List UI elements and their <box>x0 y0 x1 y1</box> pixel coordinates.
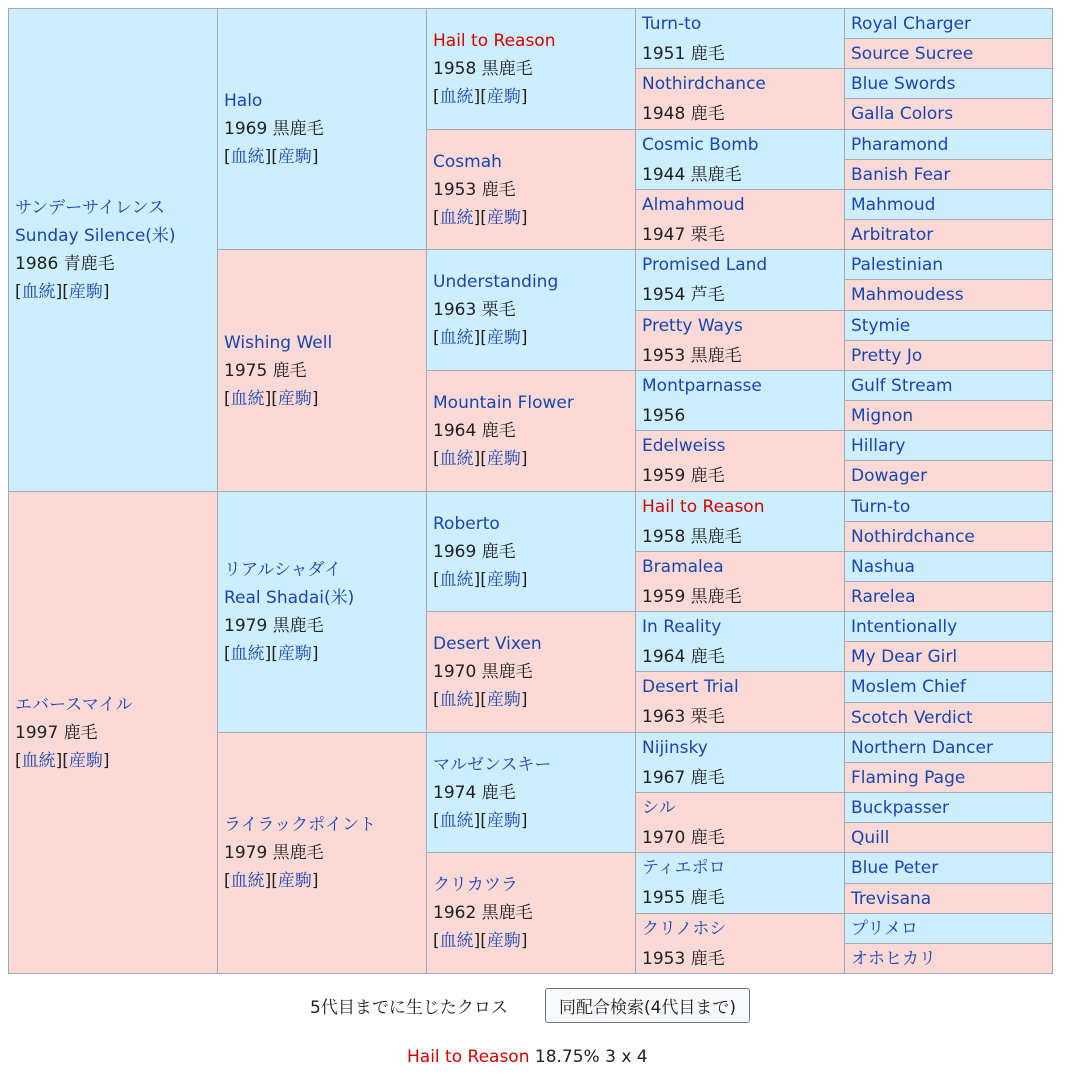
pedigree-cell-g5 <box>844 792 1053 823</box>
horse-name-link[interactable]: Mahmoudess <box>851 285 964 305</box>
horse-name-link[interactable]: マルゼンスキー <box>433 754 552 775</box>
bracket: [ <box>224 644 231 664</box>
bracket: [ <box>433 569 440 590</box>
bracket: [ <box>433 449 440 469</box>
bracket: ][ <box>473 810 487 831</box>
bracket: ] <box>311 644 319 664</box>
offspring-link[interactable]: 産駒 <box>277 644 312 664</box>
horse-name-link[interactable]: シル <box>642 797 676 818</box>
pedigree-cell-g4 <box>635 792 845 853</box>
bloodline-link[interactable]: 血統 <box>439 690 474 710</box>
pedigree-cell-g5 <box>844 611 1053 642</box>
horse-name-link[interactable]: Promised Land <box>642 255 768 275</box>
horse-birth-color: 1958 黒鹿毛 <box>642 526 742 547</box>
horse-birth-color: 1963 栗毛 <box>433 300 516 320</box>
horse-birth-color: 1956 <box>642 405 686 426</box>
horse-name-link[interactable]: Cosmah <box>433 151 502 172</box>
pedigree-cell-g5 <box>844 430 1053 461</box>
horse-name-link[interactable]: Wishing Well <box>224 332 333 353</box>
bracket: ][ <box>473 87 487 107</box>
bracket: [ <box>224 147 231 167</box>
pedigree-cell-g5 <box>844 68 1053 99</box>
bloodline-link[interactable]: 血統 <box>230 388 265 409</box>
horse-birth-color: 1970 鹿毛 <box>642 827 725 848</box>
horse-name-link[interactable]: Source Sucree <box>851 43 974 64</box>
bloodline-link[interactable]: 血統 <box>21 282 56 302</box>
horse-birth-color: 1997 鹿毛 <box>15 722 98 743</box>
cross-horse-link[interactable]: Hail to Reason <box>407 1047 530 1067</box>
pedigree-cell-g3 <box>426 129 636 250</box>
offspring-link[interactable]: 産駒 <box>277 871 312 891</box>
bracket: ] <box>311 871 319 891</box>
horse-name-link[interactable]: Arbitrator <box>851 224 934 245</box>
horse-name-link[interactable]: Mountain Flower <box>433 393 574 413</box>
pedigree-cell-g4 <box>635 671 845 733</box>
horse-name-link[interactable]: Banish Fear <box>851 164 951 185</box>
offspring-link[interactable]: 産駒 <box>486 931 521 951</box>
horse-name-link[interactable]: Bramalea <box>642 556 724 577</box>
horse-name-link[interactable]: Pharamond <box>851 134 949 155</box>
pedigree-cell-g5 <box>844 883 1053 914</box>
horse-name-link[interactable]: In Reality <box>642 616 722 637</box>
pedigree-cell-g4 <box>635 852 845 914</box>
horse-alt-name-link[interactable]: Sunday Silence(米) <box>15 226 176 246</box>
bracket: ] <box>311 388 319 409</box>
offspring-link[interactable]: 産駒 <box>486 690 521 710</box>
bloodline-link[interactable]: 血統 <box>439 569 474 590</box>
bracket: [ <box>15 282 22 302</box>
pedigree-cell-g5 <box>844 671 1053 703</box>
pedigree-cell-g4 <box>635 551 845 612</box>
offspring-link[interactable]: 産駒 <box>486 328 521 348</box>
pedigree-cell-g3 <box>426 8 636 130</box>
bracket: ] <box>520 207 528 228</box>
horse-name-link[interactable]: Understanding <box>433 272 559 292</box>
offspring-link[interactable]: 産駒 <box>68 282 103 302</box>
bloodline-link[interactable]: 血統 <box>439 449 474 469</box>
horse-alt-name-link[interactable]: Real Shadai(米) <box>224 588 355 608</box>
horse-name-link[interactable]: Turn-to <box>851 496 911 517</box>
bracket: [ <box>433 207 440 228</box>
offspring-link[interactable]: 産駒 <box>486 569 521 590</box>
horse-name-link[interactable]: Pretty Ways <box>642 315 743 336</box>
pedigree-cell-g4 <box>635 430 845 492</box>
bracket: ][ <box>55 750 69 771</box>
offspring-link[interactable]: 産駒 <box>486 87 521 107</box>
pedigree-cell-g5 <box>844 732 1053 763</box>
horse-birth-color: 1958 黒鹿毛 <box>433 59 533 79</box>
horse-name-link[interactable]: Flaming Page <box>851 767 966 788</box>
pedigree-cell-g1 <box>8 8 218 492</box>
pedigree-cell-g4 <box>635 129 845 190</box>
bracket: [ <box>224 871 231 891</box>
horse-birth-color: 1969 鹿毛 <box>433 541 516 562</box>
offspring-link[interactable]: 産駒 <box>68 750 103 771</box>
pedigree-cell-g5 <box>844 189 1053 220</box>
horse-name-link[interactable]: リアルシャダイ <box>224 560 342 580</box>
horse-links <box>433 807 629 835</box>
pedigree-cell-g5 <box>844 310 1053 341</box>
bracket: ][ <box>473 207 487 228</box>
pedigree-cell-g4 <box>635 8 845 69</box>
pedigree-cell-g5 <box>844 98 1053 130</box>
horse-name-link[interactable]: Montparnasse <box>642 375 762 396</box>
pedigree-cell-g4 <box>635 189 845 250</box>
horse-name-link[interactable]: Edelweiss <box>642 436 726 456</box>
pedigree-cell-g3 <box>426 852 636 974</box>
bracket: [ <box>224 388 231 409</box>
bloodline-link[interactable]: 血統 <box>230 147 265 167</box>
horse-birth-color: 1975 鹿毛 <box>224 360 307 381</box>
pedigree-cell-g5 <box>844 943 1053 974</box>
bracket: ] <box>520 87 528 107</box>
bloodline-link[interactable]: 血統 <box>439 87 474 107</box>
bracket: [ <box>433 810 440 831</box>
pedigree-cell-g5 <box>844 400 1053 431</box>
bracket: [ <box>15 750 22 771</box>
offspring-link[interactable]: 産駒 <box>277 147 312 167</box>
horse-birth-color: 1974 鹿毛 <box>433 782 516 803</box>
horse-links <box>224 143 420 171</box>
bracket: ][ <box>473 931 487 951</box>
horse-birth-color: 1951 鹿毛 <box>642 43 725 64</box>
bracket: ][ <box>473 690 487 710</box>
pedigree-cell-g5 <box>844 249 1053 280</box>
bracket: ] <box>102 750 110 771</box>
horse-birth-color: 1979 黒鹿毛 <box>224 843 324 863</box>
horse-name-link[interactable]: エバースマイル <box>15 694 133 715</box>
horse-name-link[interactable]: Hail to Reason <box>433 31 556 51</box>
horse-birth-color: 1959 鹿毛 <box>642 466 725 486</box>
horse-name-link[interactable]: サンデーサイレンス <box>15 198 166 218</box>
horse-links <box>433 445 629 473</box>
horse-name-link[interactable]: Nijinsky <box>642 737 708 758</box>
bracket: ][ <box>264 388 278 409</box>
horse-name-link[interactable]: Nashua <box>851 556 915 577</box>
horse-name-link[interactable]: Trevisana <box>851 888 932 909</box>
horse-name-link[interactable]: Desert Trial <box>642 677 739 697</box>
horse-birth-color: 1962 黒鹿毛 <box>433 903 533 923</box>
pedigree-cell-g4 <box>635 491 845 552</box>
horse-birth-color: 1944 黒鹿毛 <box>642 164 742 185</box>
horse-name-link[interactable]: ライラックポイント <box>224 815 377 835</box>
horse-name-link[interactable]: Turn-to <box>642 13 702 34</box>
pedigree-cell-g2 <box>217 249 427 492</box>
cross-section-title: 5代目までに生じたクロス <box>310 998 508 1018</box>
same-cross-search-button[interactable]: 同配合検索(4代目まで) <box>545 988 750 1023</box>
horse-links <box>433 566 629 594</box>
horse-links <box>15 747 211 775</box>
horse-name-link[interactable]: クリノホシ <box>642 918 727 939</box>
horse-name-link[interactable]: Mahmoud <box>851 194 936 215</box>
horse-name-link[interactable]: Hillary <box>851 435 906 456</box>
horse-birth-color: 1948 鹿毛 <box>642 104 725 124</box>
bracket: ] <box>311 147 319 167</box>
horse-links <box>224 640 420 668</box>
horse-name-link[interactable]: Nothirdchance <box>851 526 975 547</box>
horse-birth-color: 1953 黒鹿毛 <box>642 345 742 366</box>
pedigree-cell-g5 <box>844 641 1053 672</box>
horse-birth-color: 1947 栗毛 <box>642 224 725 245</box>
pedigree-cell-g3 <box>426 491 636 612</box>
horse-name-link[interactable]: Northern Dancer <box>851 737 993 758</box>
horse-links <box>433 204 629 232</box>
pedigree-cell-g4 <box>635 732 845 793</box>
pedigree-cell-g5 <box>844 702 1053 733</box>
offspring-link[interactable]: 産駒 <box>486 207 521 228</box>
pedigree-cell-g4 <box>635 370 845 431</box>
horse-name-link[interactable]: Roberto <box>433 513 500 534</box>
horse-name-link[interactable]: Desert Vixen <box>433 634 542 654</box>
horse-links <box>224 385 420 413</box>
pedigree-cell-g5 <box>844 370 1053 401</box>
horse-birth-color: 1986 青鹿毛 <box>15 254 115 274</box>
horse-links <box>433 686 629 714</box>
pedigree-cell-g5 <box>844 460 1053 492</box>
pedigree-cell-g4 <box>635 913 845 974</box>
bracket: ] <box>520 810 528 831</box>
horse-name-link[interactable]: Palestinian <box>851 254 944 275</box>
pedigree-cell-g4 <box>635 68 845 130</box>
pedigree-cell-g1 <box>8 491 218 974</box>
horse-name-link[interactable]: プリメロ <box>851 918 918 939</box>
pedigree-cell-g2 <box>217 8 427 250</box>
horse-name-link[interactable]: Nothirdchance <box>642 74 766 94</box>
cross-percent: 18.75% <box>534 1047 600 1067</box>
offspring-link[interactable]: 産駒 <box>486 810 521 831</box>
cross-item <box>407 1047 648 1067</box>
bracket: [ <box>433 328 440 348</box>
bracket: ] <box>520 449 528 469</box>
pedigree-cell-g3 <box>426 370 636 492</box>
horse-name-link[interactable]: Gulf Stream <box>851 375 953 396</box>
pedigree-cell-g3 <box>426 249 636 371</box>
pedigree-cell-g2 <box>217 732 427 974</box>
bracket: ][ <box>473 449 487 469</box>
bracket: [ <box>433 931 440 951</box>
bloodline-link[interactable]: 血統 <box>21 750 56 771</box>
bloodline-link[interactable]: 血統 <box>439 931 474 951</box>
cross-pattern: 3 x 4 <box>605 1047 648 1067</box>
offspring-link[interactable]: 産駒 <box>277 388 312 409</box>
bloodline-link[interactable]: 血統 <box>230 871 265 891</box>
horse-name-link[interactable]: Mignon <box>851 405 914 426</box>
horse-birth-color: 1959 黒鹿毛 <box>642 586 742 607</box>
horse-name-link[interactable]: Hail to Reason <box>642 496 765 517</box>
horse-name-link[interactable]: クリカツラ <box>433 875 518 895</box>
horse-name-link[interactable]: Intentionally <box>851 616 958 637</box>
horse-birth-color: 1964 鹿毛 <box>433 421 516 441</box>
pedigree-cell-g5 <box>844 129 1053 160</box>
pedigree-cell-g5 <box>844 219 1053 250</box>
bracket: ][ <box>473 328 487 348</box>
horse-birth-color: 1953 鹿毛 <box>642 948 725 969</box>
pedigree-cell-g5 <box>844 822 1053 853</box>
offspring-link[interactable]: 産駒 <box>486 449 521 469</box>
horse-name-link[interactable]: Almahmoud <box>642 194 745 215</box>
horse-birth-color: 1969 黒鹿毛 <box>224 119 324 139</box>
pedigree-cell-g5 <box>844 8 1053 39</box>
horse-name-link[interactable]: Dowager <box>851 466 928 486</box>
bracket: ][ <box>55 282 69 302</box>
bracket: ][ <box>264 644 278 664</box>
pedigree-cell-g4 <box>635 249 845 311</box>
horse-birth-color: 1954 芦毛 <box>642 285 725 305</box>
horse-name-link[interactable]: Rarelea <box>851 586 916 607</box>
horse-name-link[interactable]: Blue Peter <box>851 858 939 878</box>
horse-birth-color: 1955 鹿毛 <box>642 888 725 908</box>
horse-name-link[interactable]: Royal Charger <box>851 13 972 34</box>
horse-name-link[interactable]: Galla Colors <box>851 104 954 124</box>
pedigree-cell-g5 <box>844 491 1053 522</box>
horse-birth-color: 1964 鹿毛 <box>642 646 725 667</box>
horse-links <box>433 83 629 111</box>
pedigree-cell-g3 <box>426 611 636 733</box>
horse-name-link[interactable]: Quill <box>851 827 890 848</box>
bracket: ][ <box>264 871 278 891</box>
bracket: ] <box>520 569 528 590</box>
horse-name-link[interactable]: Blue Swords <box>851 73 956 94</box>
horse-name-link[interactable]: Pretty Jo <box>851 345 923 366</box>
horse-links <box>433 927 629 955</box>
horse-links <box>224 867 420 895</box>
pedigree-cell-g5 <box>844 279 1053 311</box>
horse-name-link[interactable]: Scotch Verdict <box>851 707 973 728</box>
horse-name-link[interactable]: Buckpasser <box>851 797 949 818</box>
horse-birth-color: 1963 栗毛 <box>642 707 725 727</box>
pedigree-cell-g5 <box>844 581 1053 612</box>
pedigree-cell-g3 <box>426 732 636 853</box>
pedigree-cell-g5 <box>844 340 1053 371</box>
horse-birth-color: 1970 黒鹿毛 <box>433 662 533 682</box>
bracket: ] <box>520 931 528 951</box>
bracket: [ <box>433 690 440 710</box>
horse-name-link[interactable]: Halo <box>224 91 263 111</box>
horse-birth-color: 1979 黒鹿毛 <box>224 616 324 636</box>
bracket: ] <box>520 328 528 348</box>
pedigree-cell-g5 <box>844 521 1053 552</box>
pedigree-table <box>8 8 1053 973</box>
pedigree-cell-g5 <box>844 852 1053 884</box>
bloodline-link[interactable]: 血統 <box>439 810 474 831</box>
horse-name-link[interactable]: Stymie <box>851 315 911 336</box>
bracket: [ <box>433 87 440 107</box>
pedigree-cell-g5 <box>844 551 1053 582</box>
pedigree-cell-g5 <box>844 913 1053 944</box>
horse-birth-color: 1953 鹿毛 <box>433 179 516 200</box>
horse-name-link[interactable]: ティエポロ <box>642 858 726 878</box>
pedigree-cell-g4 <box>635 310 845 371</box>
horse-name-link[interactable]: オホヒカリ <box>851 948 936 969</box>
horse-name-link[interactable]: Moslem Chief <box>851 677 966 697</box>
horse-links <box>15 278 211 306</box>
pedigree-cell-g4 <box>635 611 845 672</box>
bracket: ][ <box>473 569 487 590</box>
pedigree-cell-g5 <box>844 762 1053 793</box>
horse-birth-color: 1967 鹿毛 <box>642 767 725 788</box>
horse-name-link[interactable]: Cosmic Bomb <box>642 134 759 155</box>
pedigree-cell-g5 <box>844 159 1053 190</box>
bracket: ] <box>520 690 528 710</box>
bloodline-link[interactable]: 血統 <box>230 644 265 664</box>
pedigree-cell-g5 <box>844 38 1053 69</box>
horse-links <box>433 324 629 352</box>
bloodline-link[interactable]: 血統 <box>439 328 474 348</box>
bracket: ][ <box>264 147 278 167</box>
bloodline-link[interactable]: 血統 <box>439 207 474 228</box>
bracket: ] <box>102 282 110 302</box>
pedigree-cell-g2 <box>217 491 427 733</box>
horse-name-link[interactable]: My Dear Girl <box>851 646 958 667</box>
